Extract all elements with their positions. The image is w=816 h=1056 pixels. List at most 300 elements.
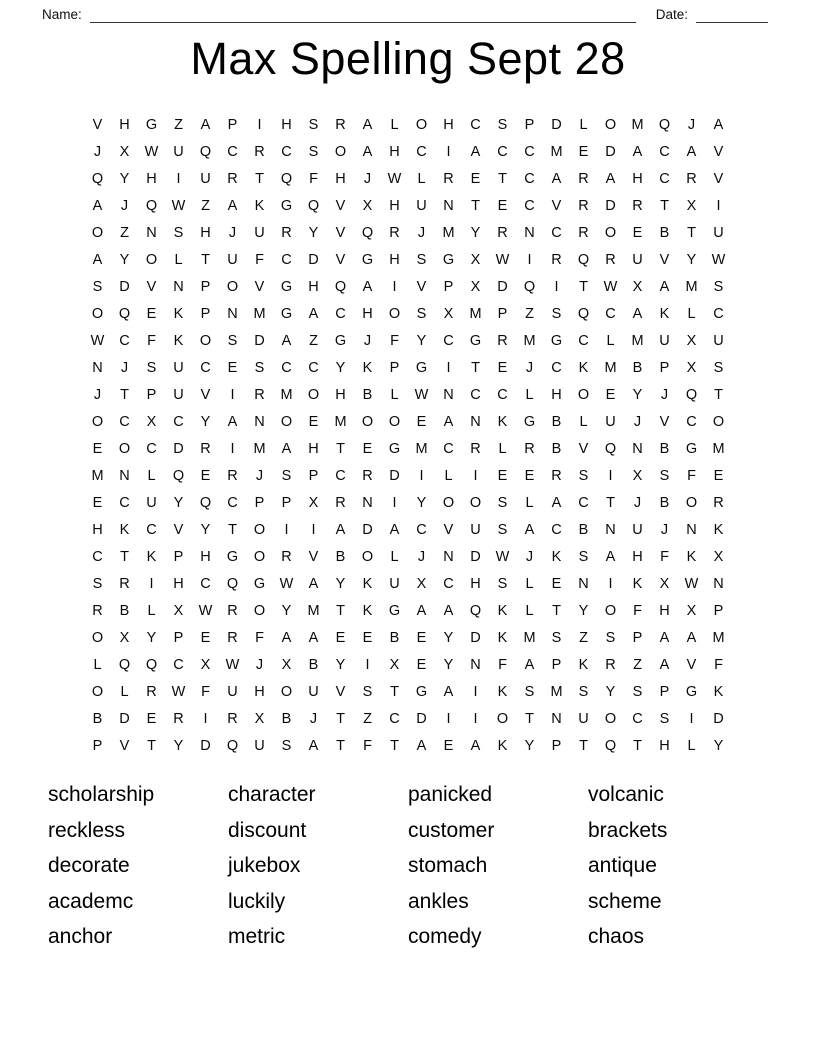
grid-letter: I bbox=[716, 197, 721, 214]
grid-letter: O bbox=[415, 116, 428, 133]
grid-letter: A bbox=[281, 332, 292, 349]
grid-letter: B bbox=[335, 548, 346, 565]
grid-letter: C bbox=[227, 143, 238, 160]
grid-letter: S bbox=[497, 494, 508, 511]
grid-letter: P bbox=[92, 737, 103, 754]
grid-letter: K bbox=[254, 197, 265, 214]
grid-letter: U bbox=[632, 251, 643, 268]
grid-letter: M bbox=[523, 332, 536, 349]
grid-letter: O bbox=[388, 305, 401, 322]
grid-letter: M bbox=[685, 278, 698, 295]
word-list-item: volcanic bbox=[588, 783, 664, 806]
grid-letter: M bbox=[280, 386, 293, 403]
grid-letter: P bbox=[497, 305, 508, 322]
grid-letter: A bbox=[713, 116, 724, 133]
grid-letter: H bbox=[308, 440, 319, 457]
grid-letter: R bbox=[335, 116, 346, 133]
grid-letter: G bbox=[334, 332, 347, 349]
grid-letter: L bbox=[390, 116, 399, 133]
grid-letter: P bbox=[254, 494, 265, 511]
grid-letter: X bbox=[713, 548, 724, 565]
grid-letter: Z bbox=[633, 656, 642, 673]
word-list-item: discount bbox=[228, 818, 307, 842]
grid-letter: R bbox=[281, 548, 292, 565]
grid-letter: A bbox=[362, 116, 373, 133]
grid-letter: A bbox=[281, 440, 292, 457]
grid-letter: T bbox=[579, 737, 588, 754]
grid-letter: X bbox=[119, 629, 130, 646]
grid-letter: P bbox=[389, 359, 400, 376]
grid-letter: Q bbox=[145, 197, 158, 214]
grid-letter: Q bbox=[199, 143, 212, 160]
grid-letter: V bbox=[659, 251, 670, 268]
grid-letter: R bbox=[335, 494, 346, 511]
grid-letter: H bbox=[146, 170, 157, 187]
grid-letter: C bbox=[389, 710, 400, 727]
grid-letter: B bbox=[578, 521, 589, 538]
grid-letter: E bbox=[227, 359, 238, 376]
grid-letter: S bbox=[578, 548, 589, 565]
grid-letter: R bbox=[605, 656, 616, 673]
grid-letter: U bbox=[227, 251, 238, 268]
grid-letter: S bbox=[308, 143, 319, 160]
grid-letter: S bbox=[713, 278, 724, 295]
grid-letter: P bbox=[632, 629, 643, 646]
grid-letter: R bbox=[227, 629, 238, 646]
grid-letter: Q bbox=[226, 575, 239, 592]
grid-letter: G bbox=[550, 332, 563, 349]
grid-letter: Q bbox=[577, 251, 590, 268]
grid-letter: V bbox=[416, 278, 427, 295]
grid-letter: V bbox=[200, 386, 211, 403]
grid-letter: A bbox=[308, 305, 319, 322]
grid-letter: Z bbox=[579, 629, 588, 646]
grid-letter: H bbox=[389, 251, 400, 268]
grid-letter: H bbox=[92, 521, 103, 538]
grid-letter: H bbox=[551, 386, 562, 403]
grid-letter: C bbox=[632, 710, 643, 727]
grid-letter: K bbox=[686, 548, 697, 565]
grid-letter: H bbox=[659, 737, 670, 754]
grid-letter: P bbox=[308, 467, 319, 484]
grid-letter: J bbox=[525, 548, 534, 565]
grid-letter: C bbox=[524, 170, 535, 187]
grid-letter: H bbox=[335, 170, 346, 187]
word-list-item: ankles bbox=[408, 889, 469, 913]
grid-letter: A bbox=[443, 683, 454, 700]
grid-letter: S bbox=[92, 278, 103, 295]
grid-letter: U bbox=[659, 332, 670, 349]
grid-letter: L bbox=[390, 548, 399, 565]
grid-letter: V bbox=[92, 116, 103, 133]
grid-letter: M bbox=[550, 683, 563, 700]
grid-letter: L bbox=[390, 386, 399, 403]
grid-letter: U bbox=[173, 143, 184, 160]
grid-letter: L bbox=[606, 332, 615, 349]
grid-letter: E bbox=[362, 629, 373, 646]
grid-letter: J bbox=[525, 359, 534, 376]
grid-letter: C bbox=[686, 413, 697, 430]
grid-letter: U bbox=[146, 494, 157, 511]
grid-letter: T bbox=[633, 737, 642, 754]
grid-letter: N bbox=[173, 278, 184, 295]
grid-letter: S bbox=[173, 224, 184, 241]
grid-letter: N bbox=[227, 305, 238, 322]
grid-letter: S bbox=[605, 629, 616, 646]
grid-letter: N bbox=[254, 413, 265, 430]
grid-letter: O bbox=[91, 683, 104, 700]
grid-letter: E bbox=[146, 710, 157, 727]
grid-letter: I bbox=[203, 710, 208, 727]
grid-letter: M bbox=[604, 359, 617, 376]
grid-letter: U bbox=[632, 521, 643, 538]
word-list-item: scholarship bbox=[48, 783, 155, 806]
grid-letter: Y bbox=[173, 494, 184, 511]
grid-letter: C bbox=[659, 170, 670, 187]
grid-letter: R bbox=[227, 170, 238, 187]
grid-letter: Y bbox=[470, 224, 481, 241]
grid-letter: I bbox=[392, 494, 397, 511]
grid-letter: E bbox=[551, 575, 562, 592]
grid-letter: C bbox=[443, 575, 454, 592]
grid-letter: B bbox=[551, 440, 562, 457]
grid-letter: H bbox=[308, 278, 319, 295]
grid-letter: S bbox=[254, 359, 265, 376]
grid-letter: S bbox=[497, 116, 508, 133]
grid-letter: B bbox=[659, 494, 670, 511]
grid-letter: H bbox=[389, 197, 400, 214]
grid-letter: A bbox=[308, 575, 319, 592]
grid-letter: M bbox=[631, 116, 644, 133]
grid-letter: T bbox=[390, 737, 399, 754]
grid-letter: G bbox=[280, 305, 293, 322]
grid-letter: L bbox=[498, 440, 507, 457]
grid-letter: F bbox=[498, 656, 507, 673]
grid-letter: J bbox=[633, 494, 642, 511]
word-list-item: antique bbox=[588, 854, 657, 878]
grid-letter: Q bbox=[118, 656, 131, 673]
word-list-item: luckily bbox=[228, 889, 286, 913]
grid-letter: L bbox=[417, 170, 426, 187]
grid-letter: T bbox=[714, 386, 723, 403]
grid-letter: E bbox=[632, 224, 643, 241]
grid-letter: P bbox=[551, 656, 562, 673]
grid-letter: F bbox=[660, 548, 669, 565]
grid-letter: Z bbox=[120, 224, 129, 241]
grid-letter: C bbox=[119, 332, 130, 349]
grid-letter: Y bbox=[416, 332, 427, 349]
grid-letter: A bbox=[416, 737, 427, 754]
grid-letter: V bbox=[578, 440, 589, 457]
grid-letter: Q bbox=[604, 737, 617, 754]
grid-letter: S bbox=[578, 467, 589, 484]
grid-letter: H bbox=[443, 116, 454, 133]
grid-letter: Y bbox=[119, 251, 130, 268]
word-list-item: reckless bbox=[48, 818, 126, 842]
grid-letter: U bbox=[200, 170, 211, 187]
grid-letter: V bbox=[686, 656, 697, 673]
grid-letter: L bbox=[687, 737, 696, 754]
grid-letter: X bbox=[389, 656, 400, 673]
grid-letter: R bbox=[362, 467, 373, 484]
grid-letter: B bbox=[632, 359, 643, 376]
grid-letter: O bbox=[685, 494, 698, 511]
grid-letter: C bbox=[551, 224, 562, 241]
word-list-item: character bbox=[228, 783, 316, 806]
grid-letter: X bbox=[686, 332, 697, 349]
grid-letter: O bbox=[253, 548, 266, 565]
grid-letter: C bbox=[470, 116, 481, 133]
grid-letter: A bbox=[659, 278, 670, 295]
grid-letter: C bbox=[281, 251, 292, 268]
grid-letter: L bbox=[579, 413, 588, 430]
grid-letter: T bbox=[228, 521, 237, 538]
grid-letter: S bbox=[146, 359, 157, 376]
grid-letter: S bbox=[92, 575, 103, 592]
grid-letter: C bbox=[497, 386, 508, 403]
grid-letter: R bbox=[173, 710, 184, 727]
grid-letter: S bbox=[524, 683, 535, 700]
grid-letter: H bbox=[281, 116, 292, 133]
grid-letter: N bbox=[362, 494, 373, 511]
grid-letter: I bbox=[527, 251, 532, 268]
grid-letter: I bbox=[176, 170, 181, 187]
grid-letter: K bbox=[578, 656, 589, 673]
grid-letter: Q bbox=[577, 305, 590, 322]
grid-letter: L bbox=[687, 305, 696, 322]
grid-letter: B bbox=[281, 710, 292, 727]
grid-letter: P bbox=[713, 602, 724, 619]
grid-letter: H bbox=[200, 548, 211, 565]
grid-letter: R bbox=[200, 440, 211, 457]
grid-letter: S bbox=[659, 467, 670, 484]
grid-letter: M bbox=[253, 305, 266, 322]
grid-letter: M bbox=[253, 440, 266, 457]
grid-letter: I bbox=[473, 683, 478, 700]
grid-letter: G bbox=[253, 575, 266, 592]
grid-letter: I bbox=[446, 359, 451, 376]
grid-letter: J bbox=[417, 548, 426, 565]
grid-letter: W bbox=[711, 251, 726, 268]
grid-letter: V bbox=[119, 737, 130, 754]
word-list-item: metric bbox=[228, 925, 286, 949]
grid-letter: D bbox=[362, 521, 373, 538]
grid-letter: C bbox=[146, 521, 157, 538]
grid-letter: A bbox=[632, 305, 643, 322]
grid-letter: U bbox=[227, 683, 238, 700]
grid-letter: C bbox=[659, 143, 670, 160]
grid-letter: V bbox=[335, 224, 346, 241]
grid-letter: O bbox=[469, 494, 482, 511]
grid-letter: S bbox=[578, 683, 589, 700]
grid-letter: J bbox=[93, 143, 102, 160]
grid-letter: X bbox=[632, 467, 643, 484]
grid-letter: R bbox=[227, 710, 238, 727]
grid-letter: U bbox=[254, 224, 265, 241]
grid-letter: D bbox=[389, 467, 400, 484]
grid-letter: V bbox=[173, 521, 184, 538]
grid-letter: S bbox=[497, 575, 508, 592]
grid-letter: A bbox=[605, 548, 616, 565]
grid-letter: G bbox=[415, 683, 428, 700]
grid-letter: I bbox=[419, 467, 424, 484]
grid-letter: T bbox=[336, 737, 345, 754]
grid-letter: O bbox=[577, 386, 590, 403]
grid-letter: O bbox=[388, 413, 401, 430]
grid-letter: Q bbox=[658, 116, 671, 133]
grid-letter: N bbox=[578, 575, 589, 592]
grid-letter: N bbox=[713, 575, 724, 592]
grid-letter: S bbox=[416, 251, 427, 268]
grid-letter: G bbox=[685, 683, 698, 700]
grid-letter: U bbox=[713, 224, 724, 241]
grid-letter: T bbox=[120, 386, 129, 403]
grid-letter: R bbox=[497, 332, 508, 349]
grid-letter: Z bbox=[201, 197, 210, 214]
grid-letter: D bbox=[200, 737, 211, 754]
grid-letter: N bbox=[632, 440, 643, 457]
grid-letter: C bbox=[173, 413, 184, 430]
grid-letter: S bbox=[551, 305, 562, 322]
grid-letter: L bbox=[147, 602, 156, 619]
grid-letter: I bbox=[284, 521, 289, 538]
grid-letter: T bbox=[552, 602, 561, 619]
grid-letter: C bbox=[605, 305, 616, 322]
grid-letter: S bbox=[632, 683, 643, 700]
grid-letter: C bbox=[713, 305, 724, 322]
grid-letter: L bbox=[525, 602, 534, 619]
grid-letter: G bbox=[361, 251, 374, 268]
grid-letter: V bbox=[254, 278, 265, 295]
grid-letter: J bbox=[363, 332, 372, 349]
grid-letter: R bbox=[713, 494, 724, 511]
grid-letter: K bbox=[713, 521, 724, 538]
grid-letter: T bbox=[471, 197, 480, 214]
grid-letter: W bbox=[414, 386, 429, 403]
grid-letter: Q bbox=[685, 386, 698, 403]
grid-letter: D bbox=[497, 278, 508, 295]
grid-letter: L bbox=[579, 116, 588, 133]
grid-letter: A bbox=[92, 197, 103, 214]
grid-letter: R bbox=[551, 251, 562, 268]
grid-letter: C bbox=[92, 548, 103, 565]
grid-letter: S bbox=[551, 629, 562, 646]
grid-letter: C bbox=[227, 494, 238, 511]
grid-letter: F bbox=[687, 467, 696, 484]
grid-letter: I bbox=[446, 143, 451, 160]
grid-letter: N bbox=[524, 224, 535, 241]
grid-letter: I bbox=[446, 710, 451, 727]
grid-letter: T bbox=[336, 440, 345, 457]
grid-letter: V bbox=[335, 251, 346, 268]
grid-letter: J bbox=[417, 224, 426, 241]
grid-letter: C bbox=[551, 359, 562, 376]
grid-letter: H bbox=[389, 143, 400, 160]
grid-letter: P bbox=[524, 116, 535, 133]
grid-letter: V bbox=[335, 197, 346, 214]
grid-letter: B bbox=[308, 656, 319, 673]
grid-letter: I bbox=[149, 575, 154, 592]
grid-letter: F bbox=[255, 251, 264, 268]
grid-letter: O bbox=[91, 413, 104, 430]
grid-letter: C bbox=[200, 359, 211, 376]
grid-letter: S bbox=[281, 467, 292, 484]
grid-letter: E bbox=[200, 629, 211, 646]
grid-letter: B bbox=[92, 710, 103, 727]
grid-letter: N bbox=[443, 548, 454, 565]
grid-letter: R bbox=[281, 224, 292, 241]
grid-letter: V bbox=[308, 548, 319, 565]
grid-letter: X bbox=[173, 602, 184, 619]
grid-letter: D bbox=[173, 440, 184, 457]
grid-letter: Z bbox=[363, 710, 372, 727]
grid-letter: O bbox=[604, 224, 617, 241]
grid-letter: T bbox=[660, 197, 669, 214]
grid-letter: Q bbox=[199, 494, 212, 511]
grid-letter: E bbox=[335, 629, 346, 646]
grid-letter: B bbox=[551, 413, 562, 430]
grid-letter: X bbox=[362, 197, 373, 214]
grid-letter: Y bbox=[335, 656, 346, 673]
grid-letter: V bbox=[443, 521, 454, 538]
grid-letter: Q bbox=[469, 602, 482, 619]
grid-letter: K bbox=[713, 683, 724, 700]
grid-letter: R bbox=[632, 197, 643, 214]
word-list-column bbox=[588, 777, 768, 955]
grid-letter: Y bbox=[416, 494, 427, 511]
grid-letter: A bbox=[308, 737, 319, 754]
grid-letter: O bbox=[280, 683, 293, 700]
grid-letter: R bbox=[470, 440, 481, 457]
grid-letter: O bbox=[118, 440, 131, 457]
grid-letter: H bbox=[173, 575, 184, 592]
grid-letter: P bbox=[200, 278, 211, 295]
grid-letter: J bbox=[255, 467, 264, 484]
grid-letter: L bbox=[444, 467, 453, 484]
grid-letter: A bbox=[686, 629, 697, 646]
grid-letter: R bbox=[578, 170, 589, 187]
grid-letter: I bbox=[392, 278, 397, 295]
grid-letter: L bbox=[93, 656, 102, 673]
grid-letter: D bbox=[416, 710, 427, 727]
grid-letter: T bbox=[471, 359, 480, 376]
grid-letter: U bbox=[713, 332, 724, 349]
grid-letter: Q bbox=[172, 467, 185, 484]
grid-letter: O bbox=[91, 224, 104, 241]
grid-letter: O bbox=[91, 629, 104, 646]
grid-letter: T bbox=[255, 170, 264, 187]
grid-letter: T bbox=[498, 170, 507, 187]
grid-letter: A bbox=[227, 197, 238, 214]
grid-letter: C bbox=[146, 440, 157, 457]
grid-letter: O bbox=[604, 710, 617, 727]
grid-letter: F bbox=[255, 629, 264, 646]
grid-letter: S bbox=[281, 737, 292, 754]
grid-letter: T bbox=[120, 548, 129, 565]
grid-letter: R bbox=[254, 143, 265, 160]
grid-letter: B bbox=[659, 440, 670, 457]
grid-letter: U bbox=[470, 521, 481, 538]
grid-letter: U bbox=[254, 737, 265, 754]
grid-letter: A bbox=[362, 143, 373, 160]
grid-letter: M bbox=[469, 305, 482, 322]
word-list bbox=[48, 777, 768, 955]
grid-letter: A bbox=[605, 170, 616, 187]
grid-letter: L bbox=[525, 575, 534, 592]
grid-letter: C bbox=[200, 575, 211, 592]
grid-letter: A bbox=[389, 521, 400, 538]
grid-letter: T bbox=[606, 494, 615, 511]
